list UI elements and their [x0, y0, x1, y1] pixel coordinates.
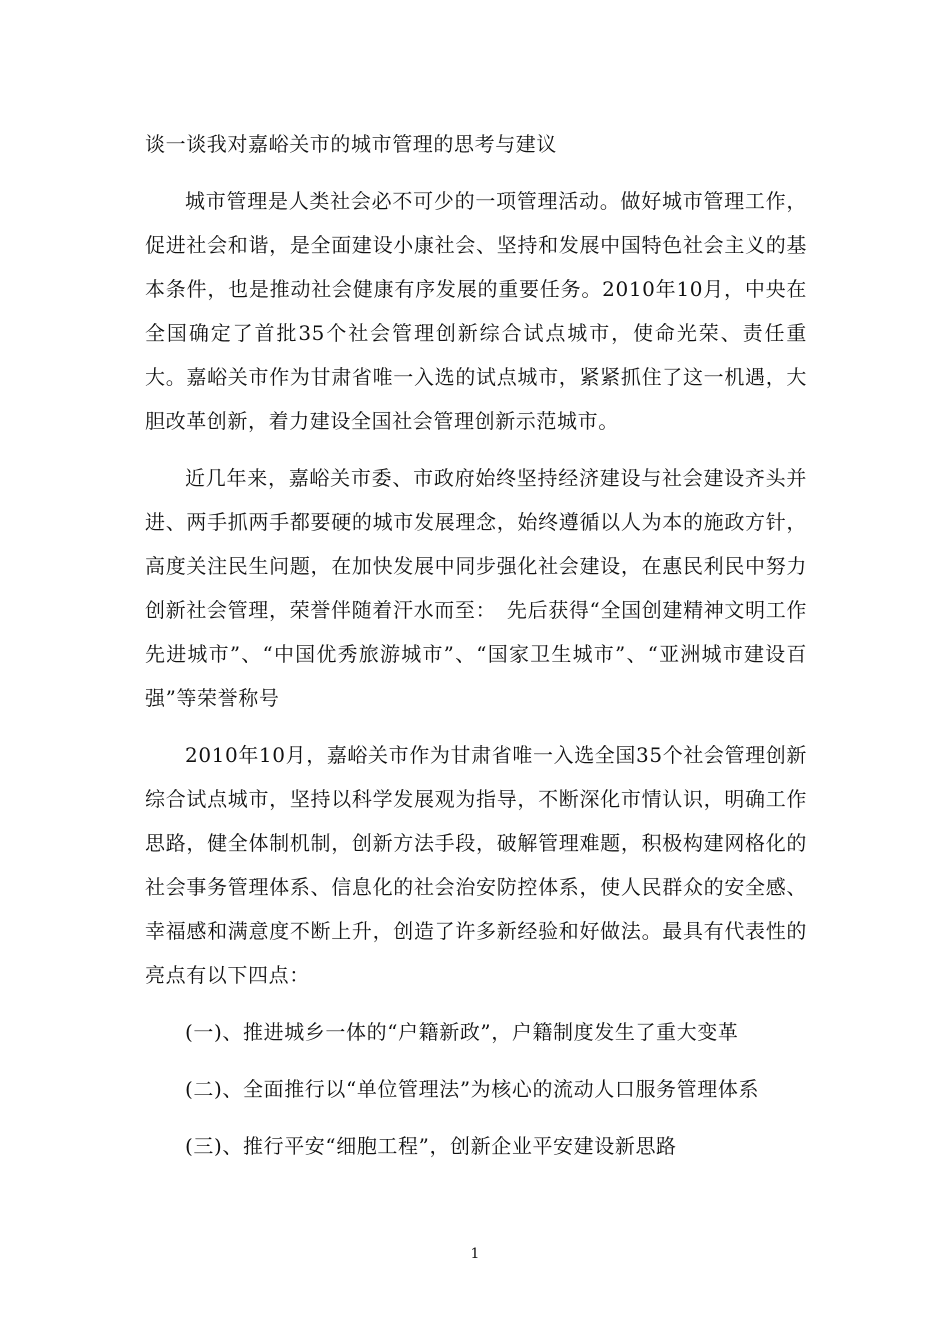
list-item: (三)、推行平安“细胞工程”，创新企业平安建设新思路: [185, 1134, 677, 1158]
list-item: (二)、全面推行以“单位管理法”为核心的流动人口服务管理体系: [185, 1077, 760, 1101]
paragraph-pilot-city: 2010年10月，嘉峪关市作为甘肃省唯一入选全国35个社会管理创新综合试点城市，坚持以科学发展观为指导，不断深化市情认识，明确工作思路，健全体制机制，创新方法手段，破解管理难题，积极构建网格化的社会事务管理体系、信息化的社会治安防控体系，使人民群众的安全感、幸福感和满意度不断上升，创造了许多新经验和好做法。最具有代表性的亮点有以下四点：: [145, 743, 807, 987]
document-title: 谈一谈我对嘉峪关市的城市管理的思考与建议: [145, 132, 557, 156]
paragraph-achievements: 近几年来，嘉峪关市委、市政府始终坚持经济建设与社会建设齐头并进、两手抓两手都要硬的城市发展理念，始终遵循以人为本的施政方针，高度关注民生问题，在加快发展中同步强化社会建设，在惠民利民中努力创新社会管理，荣誉伴随着汗水而至： 先后获得“全国创建精神文明工作先进城市”、“中国优秀旅游城市”、“国家卫生城市”、“亚洲城市建设百强”等荣誉称号: [145, 466, 807, 710]
page-number: 1: [470, 1246, 480, 1262]
list-item: (一)、推进城乡一体的“户籍新政”，户籍制度发生了重大变革: [185, 1020, 739, 1044]
document-body: [145, 122, 807, 1168]
paragraph-intro: 城市管理是人类社会必不可少的一项管理活动。做好城市管理工作，促进社会和谐，是全面建设小康社会、坚持和发展中国特色社会主义的基本条件，也是推动社会健康有序发展的重要任务。2010年10月，中央在全国确定了首批35个社会管理创新综合试点城市，使命光荣、责任重大。嘉峪关市作为甘肃省唯一入选的试点城市，紧紧抓住了这一机遇，大胆改革创新，着力建设全国社会管理创新示范城市。: [145, 189, 807, 433]
